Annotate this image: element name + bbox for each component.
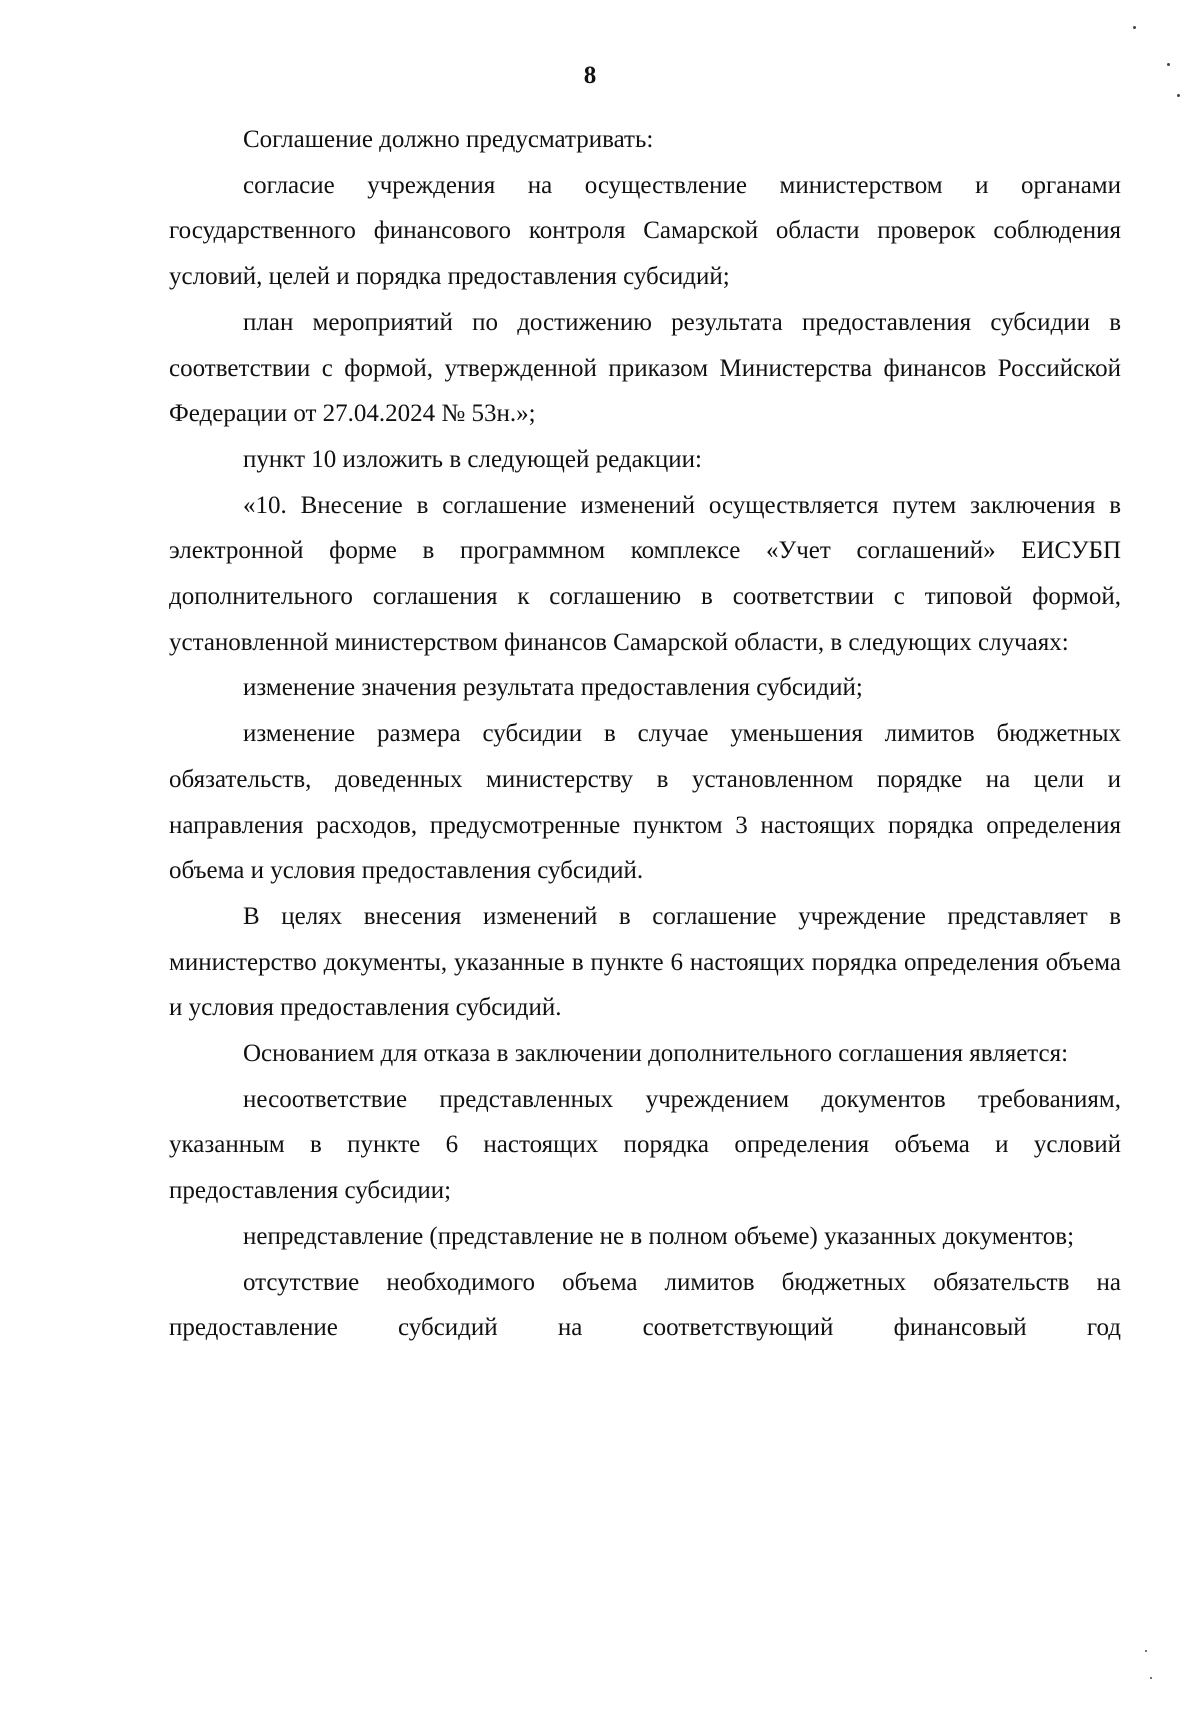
document-body (169, 117, 1121, 1351)
paragraph-consent: согласие учреждения на осуществление министерством и органами государственного финансового контроля Самарской области проверок соблюдения условий, целей и порядка предоставления субсидий; (169, 171, 1121, 291)
paragraph-refusal-no-limits: отсутствие необходимого объема лимитов бюджетных обязательств на предоставление субсидий на соответствующий финансовый год (169, 1268, 1121, 1342)
paragraph-refusal-non-submission: непредставление (представление не в полном объеме) указанных документов; (243, 1222, 1075, 1250)
paragraph-documents-submission: В целях внесения изменений в соглашение учреждение представляет в министерство документы, указанные в пункте 6 настоящих порядка определения объема и условия предоставления субсидий. (169, 902, 1121, 1022)
scan-speck (1133, 26, 1136, 29)
paragraph-agreement-intro: Соглашение должно предусматривать: (243, 126, 654, 153)
paragraph-refusal-mismatch: несоответствие представленных учреждением документов требованиям, указанным в пункте 6 настоящих порядка определения объема и условий предоставления субсидии; (169, 1085, 1121, 1205)
paragraph-action-plan: план мероприятий по достижению результата предоставления субсидии в соответствии с формой, утвержденной приказом Министерства финансов Российской Федерации от 27.04.2024 № 53н.»; (169, 308, 1121, 428)
paragraph-refusal-grounds: Основанием для отказа в заключении дополнительного соглашения является: (243, 1040, 1069, 1068)
paragraph-item-10: «10. Внесение в соглашение изменений осуществляется путем заключения в электронной форме в программном комплексе «Учет соглашений» ЕИСУБП дополнительного соглашения к соглашению в соответствии с типовой формой, установленной министерством финансов Самарской области, в следующих случаях: (169, 491, 1121, 656)
scan-speck (1167, 63, 1170, 66)
paragraph-case-result-change: изменение значения результата предоставления субсидий; (243, 674, 863, 702)
scan-speck (1177, 94, 1180, 97)
page-number: 8 (583, 62, 597, 89)
paragraph-case-size-change: изменение размера субсидии в случае уменьшения лимитов бюджетных обязательств, доведенных министерству в установленном порядке на цели и направления расходов, предусмотренные пунктом 3 настоящих порядка определения объема и условия предоставления субсидий. (169, 720, 1121, 885)
paragraph-item-10-heading: пункт 10 изложить в следующей редакции: (243, 445, 702, 473)
scan-speck (1145, 1650, 1147, 1652)
scan-speck (1150, 1677, 1152, 1679)
